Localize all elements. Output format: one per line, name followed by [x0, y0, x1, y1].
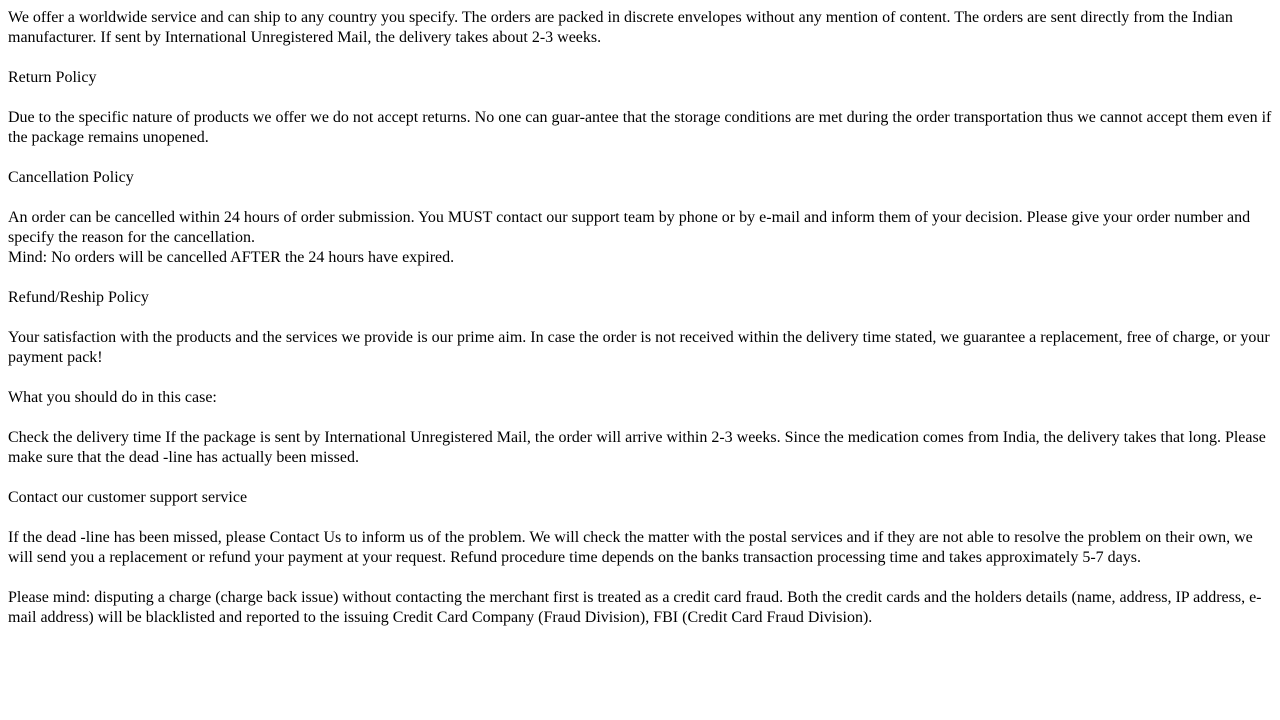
spacer — [8, 368, 1272, 388]
spacer — [8, 408, 1272, 428]
spacer — [8, 88, 1272, 108]
spacer — [8, 308, 1272, 328]
what-to-do-heading: What you should do in this case: — [8, 389, 217, 406]
contact-support-heading: Contact our customer support service — [8, 489, 248, 506]
cancellation-policy-paragraph: An order can be cancelled within 24 hours of order submission. You MUST contact our support team by phone or by e-mail and inform them of your decision. Please give your order number and specify the reason for the cancellation. — [8, 209, 1251, 246]
return-policy-paragraph: Due to the specific nature of products we offer we do not accept returns. No one can guar-antee that the storage conditions are met during the order transportation thus we cannot accept them even if the package remains unopened. — [8, 109, 1272, 146]
refund-policy-heading: Refund/Reship Policy — [8, 289, 149, 306]
chargeback-paragraph: Please mind: disputing a charge (charge back issue) without contacting the merchant first is treated as a credit card fraud. Both the credit cards and the holders details (name, address, IP address, e-mail address) will be blacklisted and reported to the issuing Credit Card Company (Fraud Division), FBI (Credit Card Fraud Division). — [8, 589, 1262, 626]
spacer — [8, 508, 1272, 528]
shipping-paragraph: We offer a worldwide service and can ship to any country you specify. The orders are packed in discrete envelopes without any mention of content. The orders are sent directly from the Indian manufacturer. If sent by International Unregistered Mail, the delivery takes about 2-3 weeks. — [8, 9, 1233, 46]
return-policy-heading: Return Policy — [8, 69, 97, 86]
check-delivery-paragraph: Check the delivery time If the package is sent by International Unregistered Mail, the order will arrive within 2-3 weeks. Since the medication comes from India, the delivery takes that long. Please make sure that the dead -line has actually been missed. — [8, 429, 1266, 466]
spacer — [8, 568, 1272, 588]
policy-document — [8, 8, 1272, 628]
refund-policy-paragraph: Your satisfaction with the products and the services we provide is our prime aim. In case the order is not received within the delivery time stated, we guarantee a replacement, free of charge, or your payment pack! — [8, 329, 1270, 366]
spacer — [8, 268, 1272, 288]
spacer — [8, 468, 1272, 488]
spacer — [8, 188, 1272, 208]
cancellation-mind-note: Mind: No orders will be cancelled AFTER the 24 hours have expired. — [8, 249, 455, 266]
spacer — [8, 148, 1272, 168]
cancellation-policy-heading: Cancellation Policy — [8, 169, 134, 186]
contact-support-paragraph: If the dead -line has been missed, please Contact Us to inform us of the problem. We will check the matter with the postal services and if they are not able to resolve the problem on their own, we will send you a replacement or refund your payment at your request. Refund procedure time depends on the banks transaction processing time and takes approximately 5-7 days. — [8, 529, 1253, 566]
spacer — [8, 48, 1272, 68]
